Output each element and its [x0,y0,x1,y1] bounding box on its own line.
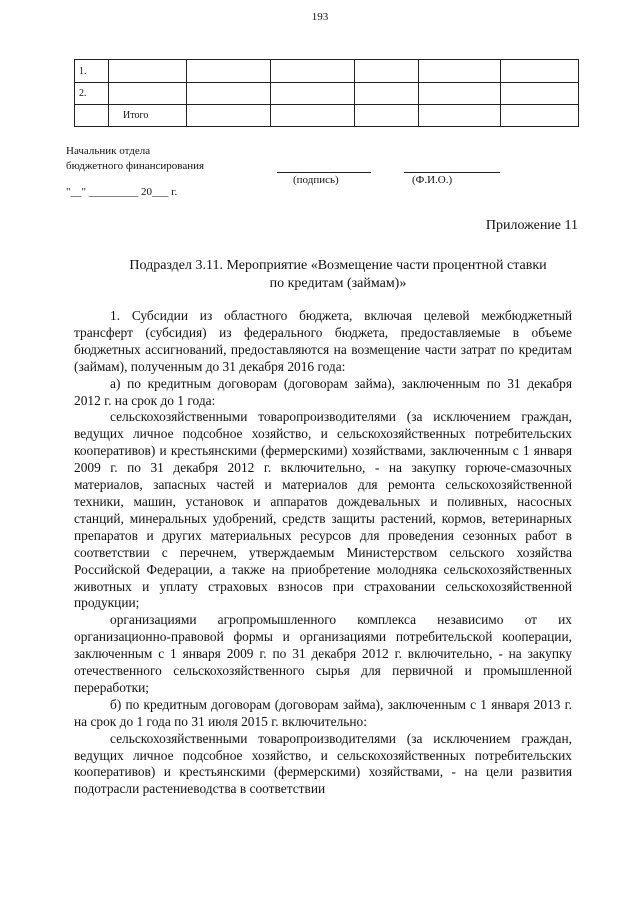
signature-caption: (подпись) [293,174,339,186]
paragraph: сельскохозяйственными товаропроизводителями (за исключением граждан, ведущих личное подсобное хозяйство, и сельскохозяйственных потребительских кооперативов) и крестьянскими (фермерскими) хозяйствами, - на цели развития подотрасли растениеводства в соответствии [74,730,572,797]
table-cell [271,60,355,83]
table-cell [355,105,419,127]
appendix-label: Приложение 11 [485,218,578,233]
table-cell [187,60,271,83]
paragraph: б) по кредитным договорам (договорам займа), заключенным с 1 января 2013 г. на срок до 1 года по 31 июля 2015 г. включительно: [74,696,572,729]
table-cell [355,60,419,83]
heading-line: по кредитам (займам)» [269,276,407,291]
paragraph: а) по кредитным договорам (договорам займа), заключенным по 31 декабря 2012 г. на срок до 1 года: [74,375,572,408]
heading-line: Подраздел 3.11. Мероприятие «Возмещение части процентной ставки [129,258,547,273]
report-table [74,59,579,127]
table-cell [109,83,187,105]
paragraph: организациями агропромышленного комплекса независимо от их организационно-правовой формы и организациями потребительской кооперации, заключенным с 1 января 2009 г. по 31 декабря 2012 г. включительно, - на закупку отечественного сельскохозяйственного сырья для первичной и промышленной переработки; [74,612,572,695]
paragraph: сельскохозяйственными товаропроизводителями (за исключением граждан, ведущих личное подсобное хозяйство, и сельскохозяйственных потребительских кооперативов) и крестьянскими (фермерскими) хозяйствами, заключенным с 1 января 2009 г. по 31 декабря 2012 г. включительно, - на закупку горюче-смазочных материалов, запасных частей и материалов для ремонта сельскохозяйственной техники, машин, установок и аппаратов дождевальных и поливных, насосных станций, минеральных удобрений, средств защиты растений, кормов, ветеринарных препаратов и других материальных ресурсов для проведения сезонных работ в соответствии с перечнем, утверждаемым Министерством сельского хозяйства Российской Федерации, а также на приобретение молодняка сельскохозяйственных животных и уплату страховых взносов при страховании сельскохозяйственной продукции; [74,409,572,611]
table-cell [419,60,501,83]
table-row [75,83,579,105]
name-caption: (Ф.И.О.) [412,174,453,186]
table-cell [271,83,355,105]
signature-underline [277,171,371,173]
signature-block [66,144,586,174]
table-cell [355,83,419,105]
table-cell [187,83,271,105]
table-row [75,60,579,83]
position-title-line1: Начальник отдела [66,145,151,157]
table-cell [187,105,271,127]
paragraph: 1. Субсидии из областного бюджета, включая целевой межбюджетный трансферт (субсидия) из федерального бюджета, предоставляемые в объеме бюджетных ассигнований, предоставляются на возмещение части затрат по кредитам (займам), полученным до 31 декабря 2016 года: [74,308,572,374]
body-text [74,308,572,798]
date-line: "__" _________ 20___ г. [66,186,178,198]
table-cell [271,105,355,127]
row-number-cell: 1. [75,60,109,83]
table-cell [419,83,501,105]
table-cell [501,60,579,83]
row-number-cell: 2. [75,83,109,105]
page-number: 193 [311,11,329,23]
table-cell [501,105,579,127]
position-title-line2: бюджетного финансирования [66,160,205,172]
row-number-cell [75,105,109,127]
section-heading [86,257,590,293]
table-cell [501,83,579,105]
table-cell [419,105,501,127]
name-underline [404,171,500,173]
table-cell [109,60,187,83]
total-label-cell: Итого [109,105,187,127]
table-total-row [75,105,579,127]
